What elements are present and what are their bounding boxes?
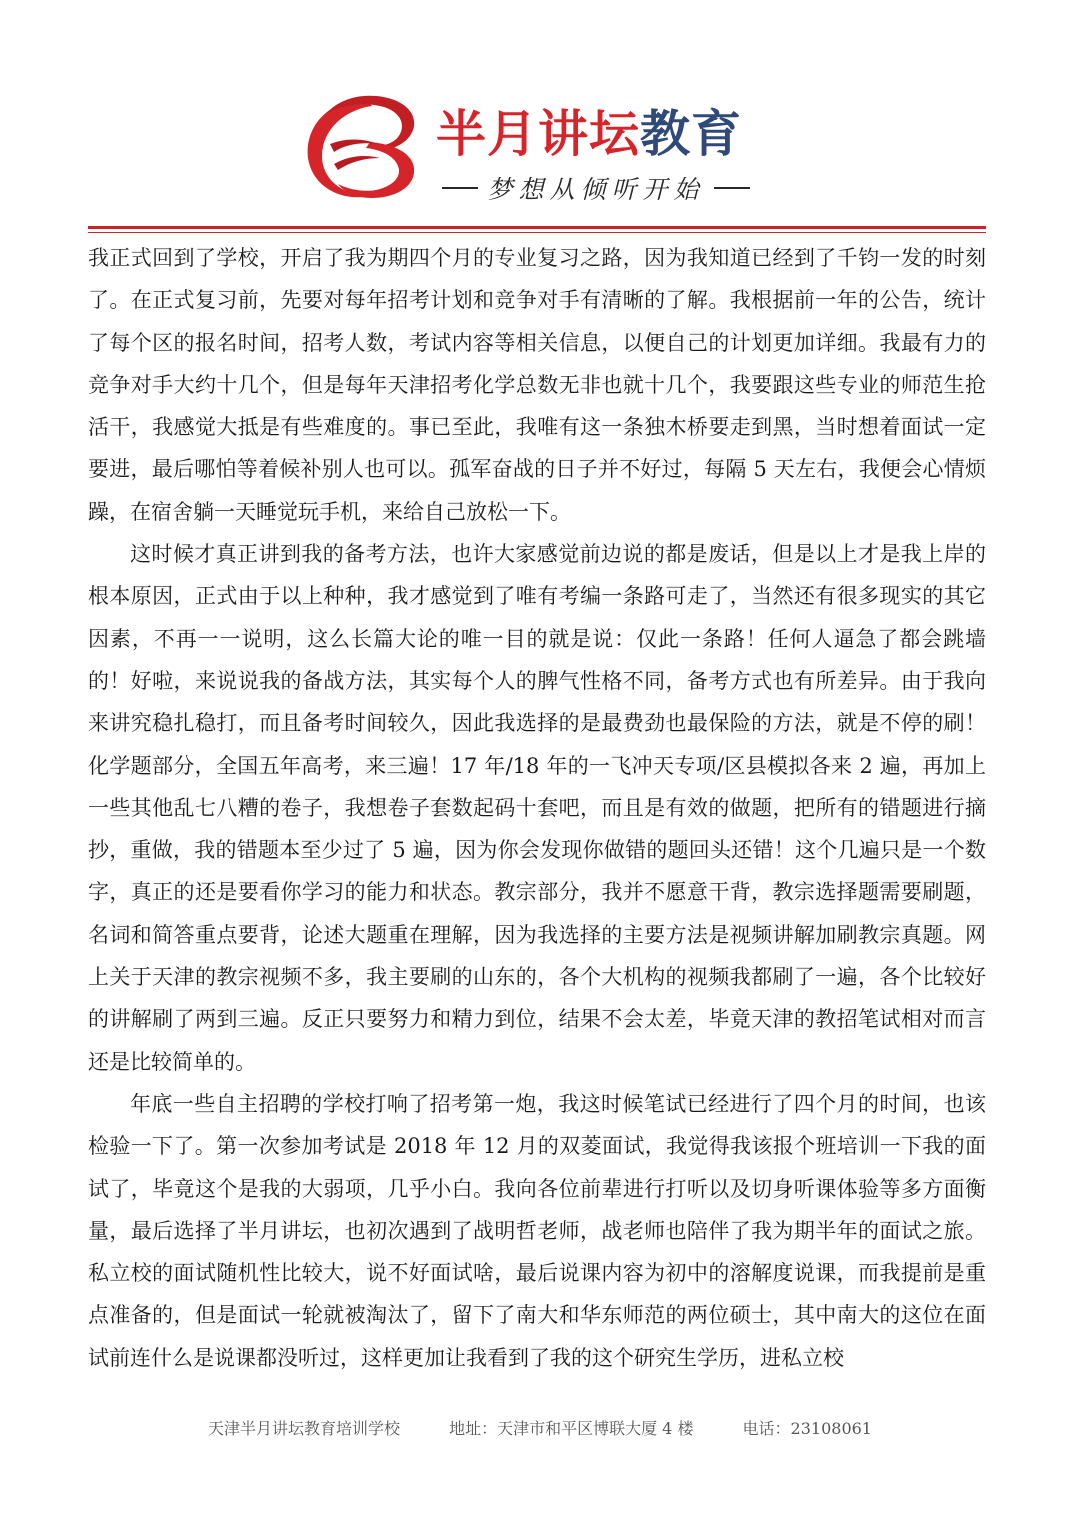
- brand-logo-icon: [300, 92, 430, 204]
- brand-title-navy: 教育: [640, 105, 742, 163]
- footer-phone: 电话：23108061: [742, 1419, 872, 1438]
- slogan-text: 梦想从倾听开始: [487, 175, 705, 204]
- slogan-dash-right: [714, 187, 750, 189]
- article-body: [88, 237, 986, 1379]
- brand-slogan: [442, 170, 750, 206]
- page-footer: [0, 1416, 1080, 1439]
- slogan-dash-left: [442, 187, 478, 189]
- brand-title: [436, 104, 742, 164]
- page-header: [0, 0, 1080, 225]
- header-divider-thick: [88, 226, 986, 229]
- header-divider-thin: [88, 232, 986, 233]
- paragraph-3: 年底一些自主招聘的学校打响了招考第一炮，我这时候笔试已经进行了四个月的时间，也该检验一下了。第一次参加考试是 2018 年 12 月的双菱面试，我觉得我该报个班培训一下我的面试了，毕竟这个是我的大弱项，几乎小白。我向各位前辈进行打听以及切身听课体验等多方面衡量，最后选择了半月讲坛，也初次遇到了战明哲老师，战老师也陪伴了我为期半年的面试之旅。私立校的面试随机性比较大，说不好面试啥，最后说课内容为初中的溶解度说课，而我提前是重点准备的，但是面试一轮就被淘汰了，留下了南大和华东师范的两位硕士，其中南大的这位在面试前连什么是说课都没听过，这样更加让我看到了我的这个研究生学历，进私立校: [88, 1091, 986, 1370]
- paragraph-2: 这时候才真正讲到我的备考方法，也许大家感觉前边说的都是废话，但是以上才是我上岸的根本原因，正式由于以上种种，我才感觉到了唯有考编一条路可走了，当然还有很多现实的其它因素，不再一一说明，这么长篇大论的唯一目的就是说：仅此一条路！任何人逼急了都会跳墙的！好啦，来说说我的备战方法，其实每个人的脾气性格不同，备考方式也有所差异。由于我向来讲究稳扎稳打，而且备考时间较久，因此我选择的是最费劲也最保险的方法，就是不停的刷！化学题部分，全国五年高考，来三遍！17 年/18 年的一飞冲天专项/区县模拟各来 2 遍，再加上一些其他乱七八糟的卷子，我想卷子套数起码十套吧，而且是有效的做题，把所有的错题进行摘抄，重做，我的错题本至少过了 5 遍，因为你会发现你做错的题回头还错！这个几遍只是一个数字，真正的还是要看你学习的能力和状态。教宗部分，我并不愿意干背，教宗选择题需要刷题，名词和简答重点要背，论述大题重在理解，因为我选择的主要方法是视频讲解加刷教宗真题。网上关于天津的教宗视频不多，我主要刷的山东的，各个大机构的视频我都刷了一遍，各个比较好的讲解刷了两到三遍。反正只要努力和精力到位，结果不会太差，毕竟天津的教招笔试相对而言还是比较简单的。: [88, 542, 986, 1074]
- paragraph-1: 我正式回到了学校，开启了我为期四个月的专业复习之路，因为我知道已经到了千钧一发的时刻了。在正式复习前，先要对每年招考计划和竞争对手有清晰的了解。我根据前一年的公告，统计了每个区的报名时间，招考人数，考试内容等相关信息，以便自己的计划更加详细。我最有力的竞争对手大约十几个，但是每年天津招考化学总数无非也就十几个，我要跟这些专业的师范生抢活干，我感觉大抵是有些难度的。事已至此，我唯有这一条独木桥要走到黑，当时想着面试一定要进，最后哪怕等着候补别人也可以。孤军奋战的日子并不好过，每隔 5 天左右，我便会心情烦躁，在宿舍躺一天睡觉玩手机，来给自己放松一下。: [88, 246, 986, 524]
- footer-school: 天津半月讲坛教育培训学校: [207, 1419, 400, 1438]
- brand-title-red: 半月讲坛: [436, 105, 640, 163]
- footer-address: 地址：天津市和平区博联大厦 4 楼: [449, 1419, 694, 1438]
